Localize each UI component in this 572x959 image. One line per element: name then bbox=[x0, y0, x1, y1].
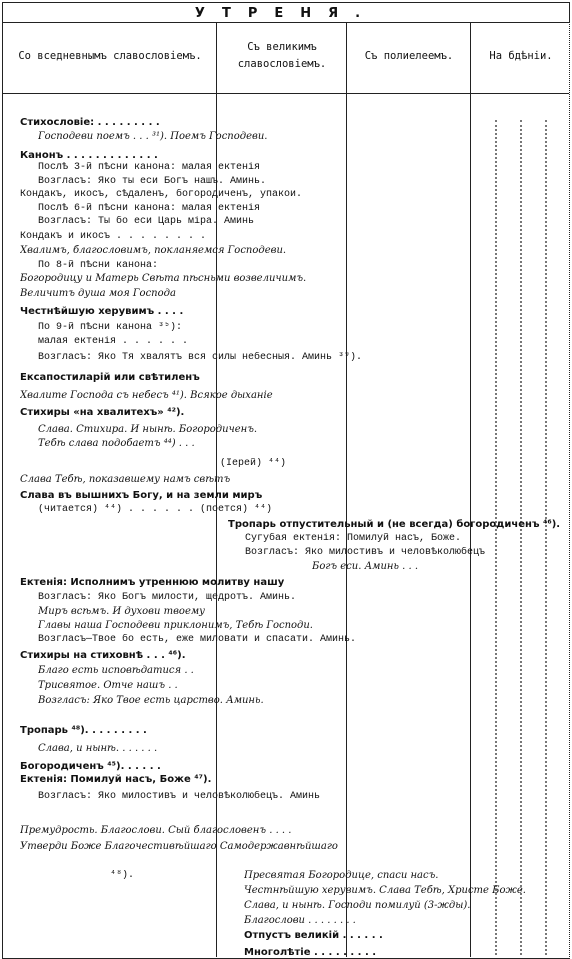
column-divider-2 bbox=[346, 22, 347, 957]
text-line: По 8-й пѣсни канона: bbox=[38, 260, 159, 271]
text-line: Слава, и нынѣ. Господи помилуй (3-жды). bbox=[244, 900, 471, 911]
text-line: Ексапостиларій или свѣтиленъ bbox=[20, 372, 200, 383]
text-line: Возгласъ: Ты бо еси Царь міра. Аминь bbox=[38, 216, 255, 227]
column-header-great-doxology: Съ великимъ славословіемъ. bbox=[237, 41, 327, 70]
text-line: Стихословіе: . . . . . . . . . bbox=[20, 117, 160, 128]
text-line: Канонъ . . . . . . . . . . . . . bbox=[20, 150, 158, 161]
text-line: Хвалимъ, благословимъ, покланяемся Господеви. bbox=[20, 245, 287, 256]
text-line: Слава. Стихира. И нынѣ. Богородиченъ. bbox=[38, 424, 258, 435]
dotted-guide-3 bbox=[545, 120, 547, 955]
text-line: Благо есть исповѣдатися . . bbox=[38, 665, 194, 676]
text-line: ⁴⁸). bbox=[110, 870, 135, 881]
text-line: Премудрость. Благослови. Сый благословенъ . . . . bbox=[20, 825, 292, 836]
text-line: Возгласъ: Яко Твое есть царство. Аминь. bbox=[38, 695, 264, 706]
text-line: Послѣ 6-й пѣсни канона: малая ектенія bbox=[38, 203, 261, 214]
column-header-daily: Со вседневнымъ славословіемъ. bbox=[18, 49, 202, 62]
text-line: Честнѣйшую херувимъ. Слава Тебѣ, Христе Боже. bbox=[244, 885, 526, 896]
text-line: Возгласъ—Твое бо есть, еже миловати и спасати. Аминь. bbox=[38, 634, 357, 645]
page-title: УТРЕНЯ. bbox=[2, 2, 570, 23]
text-line: Величитъ душа моя Господа bbox=[20, 288, 176, 299]
text-line: малая ектенія . . . . . . bbox=[38, 336, 189, 347]
text-line: Ектенія: Исполнимъ утреннюю молитву нашу bbox=[20, 577, 285, 588]
text-line: Хвалите Господа съ небесъ ⁴¹). Всякое дыханіе bbox=[20, 390, 273, 401]
text-line: Главы наша Господеви приклонимъ, Тебѣ Господи. bbox=[38, 620, 313, 631]
text-line: Господеви поемъ . . . ³¹). Поемъ Господеви. bbox=[38, 131, 268, 142]
dotted-guide-1 bbox=[495, 120, 497, 955]
text-line: Кондакъ и икосъ . . . . . . . . bbox=[20, 231, 207, 242]
column-header-polyeleos: Съ полиелеемъ. bbox=[364, 49, 454, 62]
text-line: Тропарь ⁴⁸). . . . . . . . . bbox=[20, 725, 147, 736]
text-line: Слава, и нынѣ. . . . . . . bbox=[38, 743, 158, 754]
text-line: Многолѣтіе . . . . . . . . . bbox=[244, 947, 377, 958]
text-line: Стихиры на стиховнѣ . . . ⁴⁶). bbox=[20, 650, 186, 661]
column-divider-3 bbox=[470, 22, 471, 957]
text-line: Ектенія: Помилуй насъ, Боже ⁴⁷). bbox=[20, 774, 212, 785]
text-line: Миръ всѣмъ. И духови твоему bbox=[38, 606, 205, 617]
text-line: По 9-й пѣсни канона ³⁵): bbox=[38, 322, 183, 333]
text-line: (Іерей) ⁴⁴) bbox=[220, 458, 287, 469]
text-line: Богородицу и Матерь Свѣта пѣсньми возвеличимъ. bbox=[20, 273, 307, 284]
text-line: Трисвятое. Отче нашъ . . bbox=[38, 680, 178, 691]
text-line: Возгласъ: Яко милостивъ и человѣколюбецъ bbox=[245, 547, 486, 558]
column-header-vigil: На бдѣніи. bbox=[489, 49, 553, 62]
header-rule bbox=[2, 93, 569, 94]
text-line: Пресвятая Богородице, спаси насъ. bbox=[244, 870, 439, 881]
text-line: Возгласъ: Яко ты еси Богъ нашъ. Аминь. bbox=[38, 176, 267, 187]
text-line: Богъ еси. Аминь . . . bbox=[312, 561, 418, 572]
dotted-guide-2 bbox=[520, 120, 522, 955]
text-line: Богородиченъ ⁴⁵). . . . . . bbox=[20, 761, 161, 772]
text-line: Благослови . . . . . . . . bbox=[244, 915, 356, 926]
text-line: Возгласъ: Яко Тя хвалятъ вся силы небесныя. Аминь ³⁹). bbox=[38, 352, 363, 363]
text-line: Возгласъ: Яко милостивъ и человѣколюбецъ. Аминь bbox=[38, 791, 321, 802]
text-line: Сугубая ектенія: Помилуй насъ, Боже. bbox=[245, 533, 462, 544]
text-line: Послѣ 3-й пѣсни канона: малая ектенія bbox=[38, 162, 261, 173]
text-line: Слава въ вышнихъ Богу, и на земли миръ bbox=[20, 490, 263, 501]
text-line: Возгласъ: Яко Богъ милости, щедротъ. Аминь. bbox=[38, 592, 297, 603]
text-line: Честнѣйшую херувимъ . . . . bbox=[20, 306, 184, 317]
text-line: (читается) ⁴⁴) . . . . . . (поется) ⁴⁴) bbox=[38, 504, 273, 515]
text-line: Тебѣ слава подобаетъ ⁴⁴) . . . bbox=[38, 438, 195, 449]
text-line: Тропарь отпустительный и (не всегда) богородиченъ ⁴⁶). bbox=[228, 519, 561, 530]
text-line: Кондакъ, икосъ, сѣдаленъ, богородиченъ, упакои. bbox=[20, 189, 303, 200]
text-line: Отпустъ великій . . . . . . bbox=[244, 930, 383, 941]
text-line: Слава Тебѣ, показавшему намъ свѣтъ bbox=[20, 474, 231, 485]
text-line: Утверди Боже Благочестивѣйшаго Самодержавнѣйшаго bbox=[20, 841, 338, 852]
text-line: Стихиры «на хвалитехъ» ⁴²). bbox=[20, 407, 185, 418]
